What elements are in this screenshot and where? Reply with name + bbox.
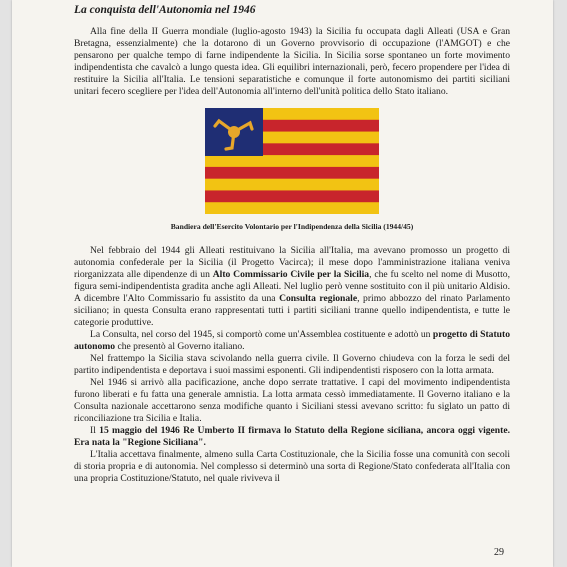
bold-phrase: 15 maggio del 1946 Re Umberto II firmava lo Statuto della Regione siciliana, ancora oggi vigente. Era nata la "Regione Siciliana".	[74, 425, 510, 448]
page-number: 29	[494, 547, 504, 558]
text-run: che presentò al Governo italiano.	[115, 341, 245, 352]
paragraph-4: Nel frattempo la Sicilia stava scivolando nella guerra civile. Il Governo chiudeva con la forza le sedi del partito indipendentista e deportava i suoi massimi esponenti. Gli indipendentisti risposero con la lotta armata.	[74, 353, 510, 376]
paragraph-6	[74, 425, 510, 449]
flag-figure	[74, 108, 510, 214]
text-run: La Consulta, nel corso del 1945, si comportò come un'Assemblea costituente e adottò un	[90, 329, 433, 340]
text-run: , che fu scelto nel nome di Musotto, figura semi-indipendentista gradita anche agli Alleati. Nel luglio però venne sostituito con il più unitario Aldisio. A dicembre l'Alto Commissario fu assistito da una	[74, 269, 510, 304]
paragraph-3	[74, 329, 510, 353]
bold-phrase: Alto Commissario Civile per la Sicilia	[212, 269, 370, 280]
page-content	[74, 4, 510, 485]
flag-stripe-red	[205, 167, 379, 179]
text-run: Il	[90, 425, 100, 436]
bold-phrase: progetto di Statuto autonomo	[74, 329, 510, 352]
paragraph-2	[74, 245, 510, 329]
sicilian-independence-flag-image	[205, 108, 379, 214]
flag-stripe-red	[205, 190, 379, 202]
section-heading: La conquista dell'Autonomia nel 1946	[74, 4, 256, 16]
paragraph-1: Alla fine della II Guerra mondiale (luglio-agosto 1943) la Sicilia fu occupata dagli Alleati (USA e Gran Bretagna, essenzialmente) che la dotarono di un Governo provvisorio di occupazione (l'AMGOT) e che pensarono per qualche tempo di farne indipendente la Sicilia. In Sicilia sorse spontaneo un forte movimento indipendentista che cavalcò a lungo questa idea. Gli equilibri internazionali, però, fecero propendere per l'idea di restituire la Sicilia all'Italia. Le tensioni separatistiche e comunque il forte autonomismo dei partiti siciliani unitari fecero scegliere per l'idea dell'Autonomia all'interno dell'unità politica dello Stato italiano.	[74, 26, 510, 97]
paragraph-5: Nel 1946 si arrivò alla pacificazione, anche dopo serrate trattative. I capi del movimento indipendentista furono liberati e fu fatta una generale amnistia. La lotta armata cessò immediatamente. Il Governo italiano e la Consulta nazionale accettarono senza modifiche quanto i Siciliani stessi avevano scritto: fu siglato un patto di riconciliazione tra Sicilia e Italia.	[74, 377, 510, 424]
bold-phrase: Consulta regionale	[279, 293, 358, 304]
text-run: , primo abbozzo del rinato Parlamento siciliano; in questa Consulta erano rappresentati tutti i partiti siciliani tranne quello indipendentista, e tutte le categorie produttive.	[74, 293, 511, 328]
flag-caption: Bandiera dell'Esercito Volontario per l'Indipendenza della Sicilia (1944/45)	[170, 222, 414, 231]
text-run: Nel febbraio del 1944 gli Alleati restituivano la Sicilia all'Italia, ma avevano promosso un progetto di autonomia confederale per la Sicilia (il Progetto Vacirca); il mese dopo l'amministrazione italiana veniva riorganizzata alle dipendenze di un	[74, 245, 510, 280]
paragraph-7: L'Italia accettava finalmente, almeno sulla Carta Costituzionale, che la Sicilia fosse una comunità con secoli di storia propria e di autonomia. Nel complesso si determinò una sorta di Regione/Stato confederata all'Italia con una propria Costituzione/Statuto, nel quale riviveva il	[74, 449, 510, 484]
book-page	[12, 0, 553, 567]
